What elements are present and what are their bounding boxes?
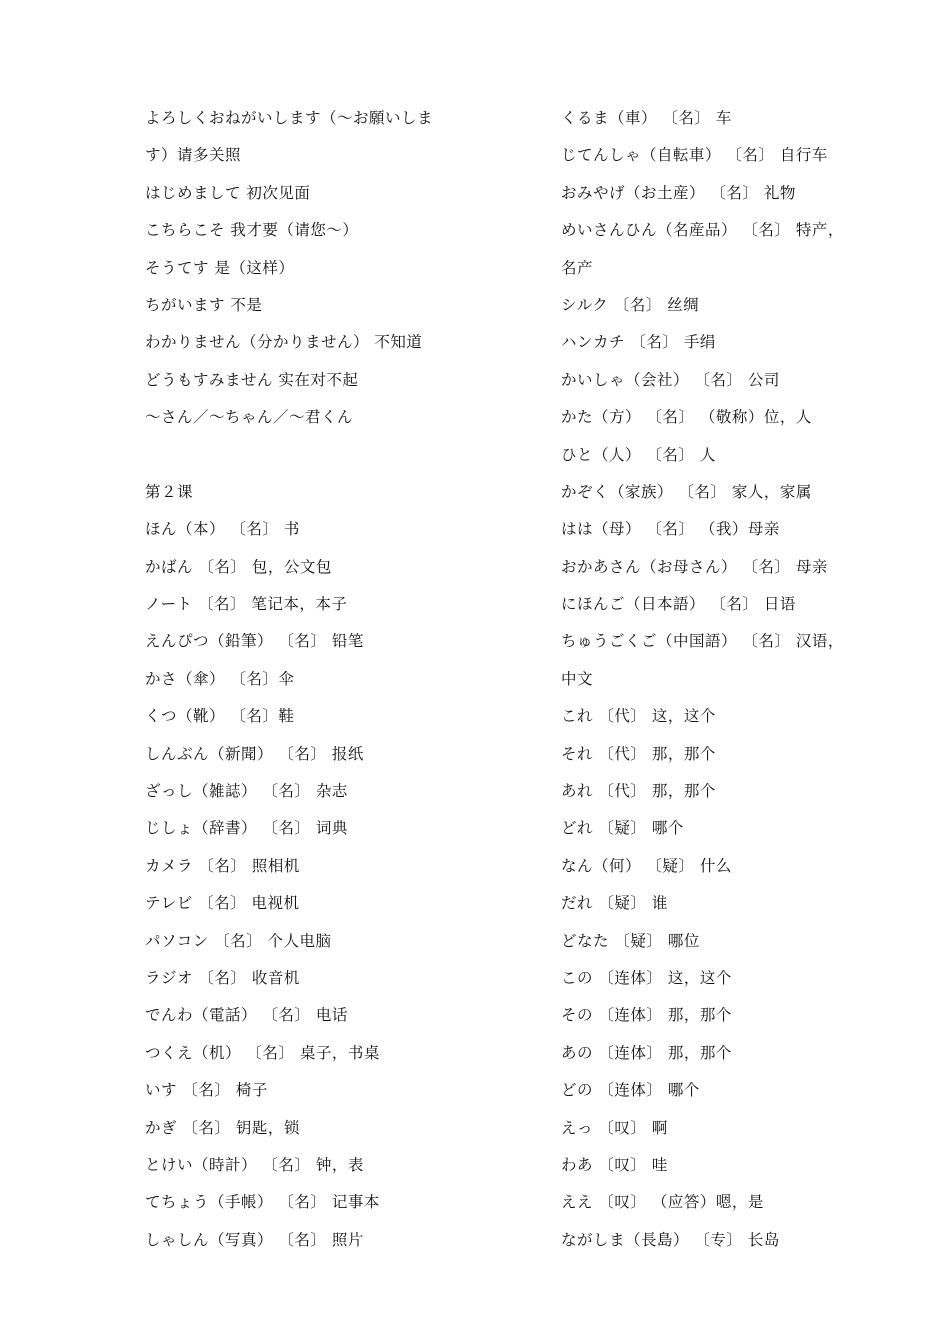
vocab-line: じてんしゃ（自転車） 〔名〕 自行车 [561, 146, 828, 165]
vocab-line: しゃしん（写真） 〔名〕 照片 [145, 1230, 364, 1249]
vocab-line: ハンカチ 〔名〕 手绢 [561, 333, 716, 352]
vocab-line: 名产 [561, 258, 594, 277]
vocab-line: その 〔连体〕 那，那个 [561, 1006, 732, 1025]
vocab-line: しんぶん（新聞） 〔名〕 报纸 [145, 744, 364, 763]
vocab-line: ほん（本） 〔名〕 书 [145, 520, 300, 539]
vocab-line: す）请多关照 [145, 146, 242, 165]
vocab-line: これ 〔代〕 这，这个 [561, 707, 716, 726]
left-column [145, 100, 465, 1259]
vocab-line: めいさんひん（名産品） 〔名〕 特产， [561, 221, 844, 240]
vocab-line: あれ 〔代〕 那，那个 [561, 782, 716, 801]
vocab-line: かばん 〔名〕 包，公文包 [145, 557, 332, 576]
vocab-line: ちがいます 不是 [145, 295, 263, 314]
vocab-line: はじめまして 初次见面 [145, 183, 311, 202]
vocab-line: カメラ 〔名〕 照相机 [145, 856, 300, 875]
vocab-line: ひと（人） 〔名〕 人 [561, 445, 716, 464]
vocab-line: くつ（靴） 〔名〕鞋 [145, 707, 295, 726]
vocab-line: いす 〔名〕 椅子 [145, 1081, 268, 1100]
vocab-line: くるま（車） 〔名〕 车 [561, 109, 732, 127]
vocab-line: テレビ 〔名〕 电视机 [145, 894, 300, 913]
vocab-line: そうてす 是（这样） [145, 258, 295, 277]
vocab-line: ええ 〔叹〕 （应答）嗯，是 [561, 1193, 764, 1212]
vocab-line: どの 〔连体〕 哪个 [561, 1081, 700, 1100]
vocab-line: かた（方） 〔名〕 （敬称）位，人 [561, 408, 812, 427]
vocab-line: かぞく（家族） 〔名〕 家人，家属 [561, 482, 812, 501]
vocab-line: えっ 〔叹〕 啊 [561, 1118, 668, 1137]
right-column [561, 100, 871, 1259]
vocab-line: それ 〔代〕 那，那个 [561, 744, 716, 763]
vocab-line: てちょう（手帳） 〔名〕 记事本 [145, 1193, 380, 1212]
vocab-line: でんわ（電話） 〔名〕 电话 [145, 1006, 348, 1025]
vocab-line: シルク 〔名〕 丝绸 [561, 295, 700, 314]
vocab-line: おみやげ（お土産） 〔名〕 礼物 [561, 183, 796, 202]
vocab-line: どれ 〔疑〕 哪个 [561, 819, 684, 838]
vocab-line: にほんご（日本語） 〔名〕 日语 [561, 595, 796, 614]
vocab-line: 中文 [561, 669, 594, 688]
vocab-line: えんぴつ（鉛筆） 〔名〕 铅笔 [145, 632, 364, 651]
vocab-line: 第２课 [145, 482, 194, 501]
vocab-line: ラジオ 〔名〕 收音机 [145, 968, 300, 987]
vocab-line: パソコン 〔名〕 个人电脑 [145, 931, 332, 950]
vocab-line: はは（母） 〔名〕 （我）母亲 [561, 520, 780, 539]
vocab-line: なん（何） 〔疑〕 什么 [561, 856, 732, 875]
vocab-line: こちらこそ 我才要（请您～） [145, 221, 359, 240]
vocab-line: ちゅうごくご（中国語） 〔名〕 汉语， [561, 632, 844, 651]
blank-line [145, 437, 465, 474]
vocab-line: だれ 〔疑〕 谁 [561, 894, 668, 913]
vocab-line: かぎ 〔名〕 钥匙，锁 [145, 1118, 300, 1137]
vocab-line: どうもすみません 实在对不起 [145, 370, 359, 389]
vocab-line: つくえ（机） 〔名〕 桌子，书桌 [145, 1043, 380, 1062]
vocab-line: わかりません（分かりません） 不知道 [145, 333, 423, 352]
vocab-line: ながしま（長島） 〔专〕 长岛 [561, 1230, 780, 1249]
vocab-line: かさ（傘） 〔名〕伞 [145, 669, 295, 688]
vocab-line: よろしくおねがいします（～お願いしま [145, 109, 434, 127]
vocab-line: この 〔连体〕 这，这个 [561, 968, 732, 987]
vocab-line: ざっし（雑誌） 〔名〕 杂志 [145, 782, 348, 801]
vocab-line: おかあさん（お母さん） 〔名〕 母亲 [561, 557, 828, 576]
vocab-line: どなた 〔疑〕 哪位 [561, 931, 700, 950]
vocab-line: ノート 〔名〕 笔记本，本子 [145, 595, 348, 614]
vocab-line: じしょ（辞書） 〔名〕 词典 [145, 819, 348, 838]
vocab-line: とけい（時計） 〔名〕 钟，表 [145, 1155, 364, 1174]
vocab-line: かいしゃ（会社） 〔名〕 公司 [561, 370, 780, 389]
vocab-line: ～さん／～ちゃん／～君くん [145, 408, 354, 427]
vocab-line: わあ 〔叹〕 哇 [561, 1155, 668, 1174]
vocab-line: あの 〔连体〕 那，那个 [561, 1043, 732, 1062]
